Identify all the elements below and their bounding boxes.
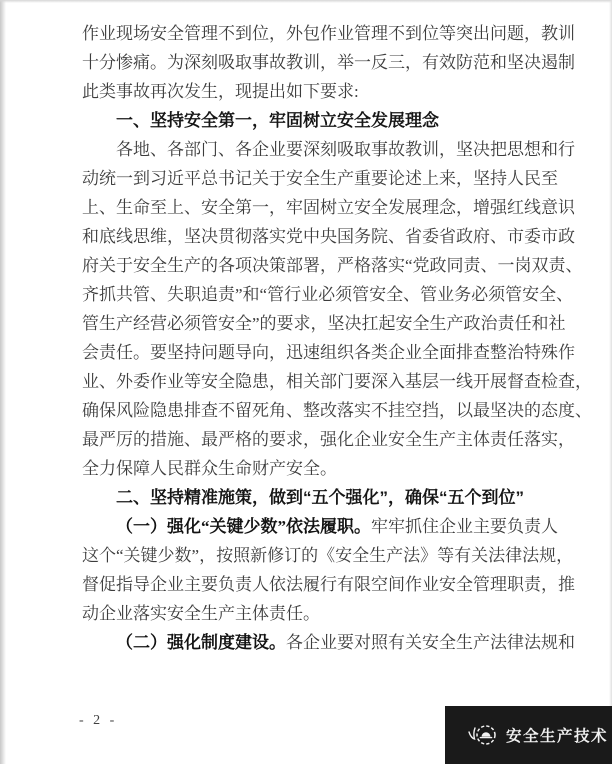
line-lead: （二）强化制度建设。 xyxy=(116,633,286,652)
text-line xyxy=(82,512,587,541)
text-line xyxy=(82,193,587,222)
line-lead: 最严厉的措施、最严格的要求，强化企业安全生产主体责任落实， xyxy=(82,430,575,449)
text-line xyxy=(82,106,587,135)
text-line xyxy=(82,425,587,454)
text-line xyxy=(82,396,592,425)
text-line xyxy=(82,77,587,106)
line-lead: 此类事故再次发生，现提出如下要求: xyxy=(82,82,359,101)
page-edge-left xyxy=(0,0,6,764)
line-lead: 动企业落实安全生产主体责任。 xyxy=(82,604,320,623)
text-line xyxy=(82,135,587,164)
line-lead: 督促指导企业主要负责人依法履行有限空间作业安全管理职责，推 xyxy=(82,575,575,594)
safety-helmet-logo-icon xyxy=(467,723,497,747)
line-lead: 上、生命至上、安全第一，牢固树立安全发展理念，增强红线意识 xyxy=(82,198,575,217)
line-lead: 业、外委作业等安全隐患，相关部门要深入基层一线开展督查检查， xyxy=(82,372,592,391)
brand-badge-label: 安全生产技术 xyxy=(506,728,609,745)
line-lead: 各地、各部门、各企业要深刻吸取事故教训，坚决把思想和行 xyxy=(116,140,575,159)
line-lead: 这个“关键少数”，按照新修订的《安全生产法》等有关法律法规， xyxy=(82,546,574,565)
text-line xyxy=(82,280,587,309)
line-lead: 齐抓共管、失职追责”和“管行业必须管安全、管业务必须管安全、 xyxy=(82,285,574,304)
text-line xyxy=(82,164,587,193)
brand-badge xyxy=(445,706,612,764)
line-rest: 各企业要对照有关安全生产法律法规和 xyxy=(286,633,575,652)
line-lead: 府关于安全生产的各项决策部署，严格落实“党政同责、一岗双责、 xyxy=(82,256,583,275)
page-edge-top xyxy=(0,0,612,3)
text-line xyxy=(82,309,587,338)
line-lead: 确保风险隐患排查不留死角、整改落实不挂空挡，以最坚决的态度、 xyxy=(82,401,592,420)
line-rest: 牢牢抓住企业主要负责人 xyxy=(371,517,558,536)
line-lead: 十分惨痛。为深刻吸取事故教训，举一反三，有效防范和坚决遏制 xyxy=(82,53,575,72)
line-lead: 全力保障人民群众生命财产安全。 xyxy=(82,459,337,478)
text-line xyxy=(82,222,587,251)
text-line xyxy=(82,483,587,512)
text-line xyxy=(82,338,587,367)
text-line xyxy=(82,251,587,280)
text-line xyxy=(82,48,587,77)
text-line xyxy=(82,628,587,657)
text-line xyxy=(82,570,587,599)
line-lead: 和底线思维，坚决贯彻落实党中央国务院、省委省政府、市委市政 xyxy=(82,227,575,246)
document-body xyxy=(82,19,592,657)
text-line xyxy=(82,19,587,48)
text-line xyxy=(82,367,592,396)
line-lead: （一）强化“关键少数”依法履职。 xyxy=(116,517,371,536)
line-lead: 动统一到习近平总书记关于安全生产重要论述上来，坚持人民至 xyxy=(82,169,558,188)
line-lead: 作业现场安全管理不到位，外包作业管理不到位等突出问题，教训 xyxy=(82,24,575,43)
text-line xyxy=(82,599,587,628)
page-number: - 2 - xyxy=(79,713,118,728)
line-lead: 一、坚持安全第一，牢固树立安全发展理念 xyxy=(116,111,439,130)
text-line xyxy=(82,454,587,483)
text-line xyxy=(82,541,587,570)
line-lead: 二、坚持精准施策，做到“五个强化”，确保“五个到位” xyxy=(116,488,524,507)
line-lead: 会责任。要坚持问题导向，迅速组织各类企业全面排查整治特殊作 xyxy=(82,343,575,362)
line-lead: 管生产经营必须管安全”的要求，坚决扛起安全生产政治责任和社 xyxy=(82,314,566,333)
